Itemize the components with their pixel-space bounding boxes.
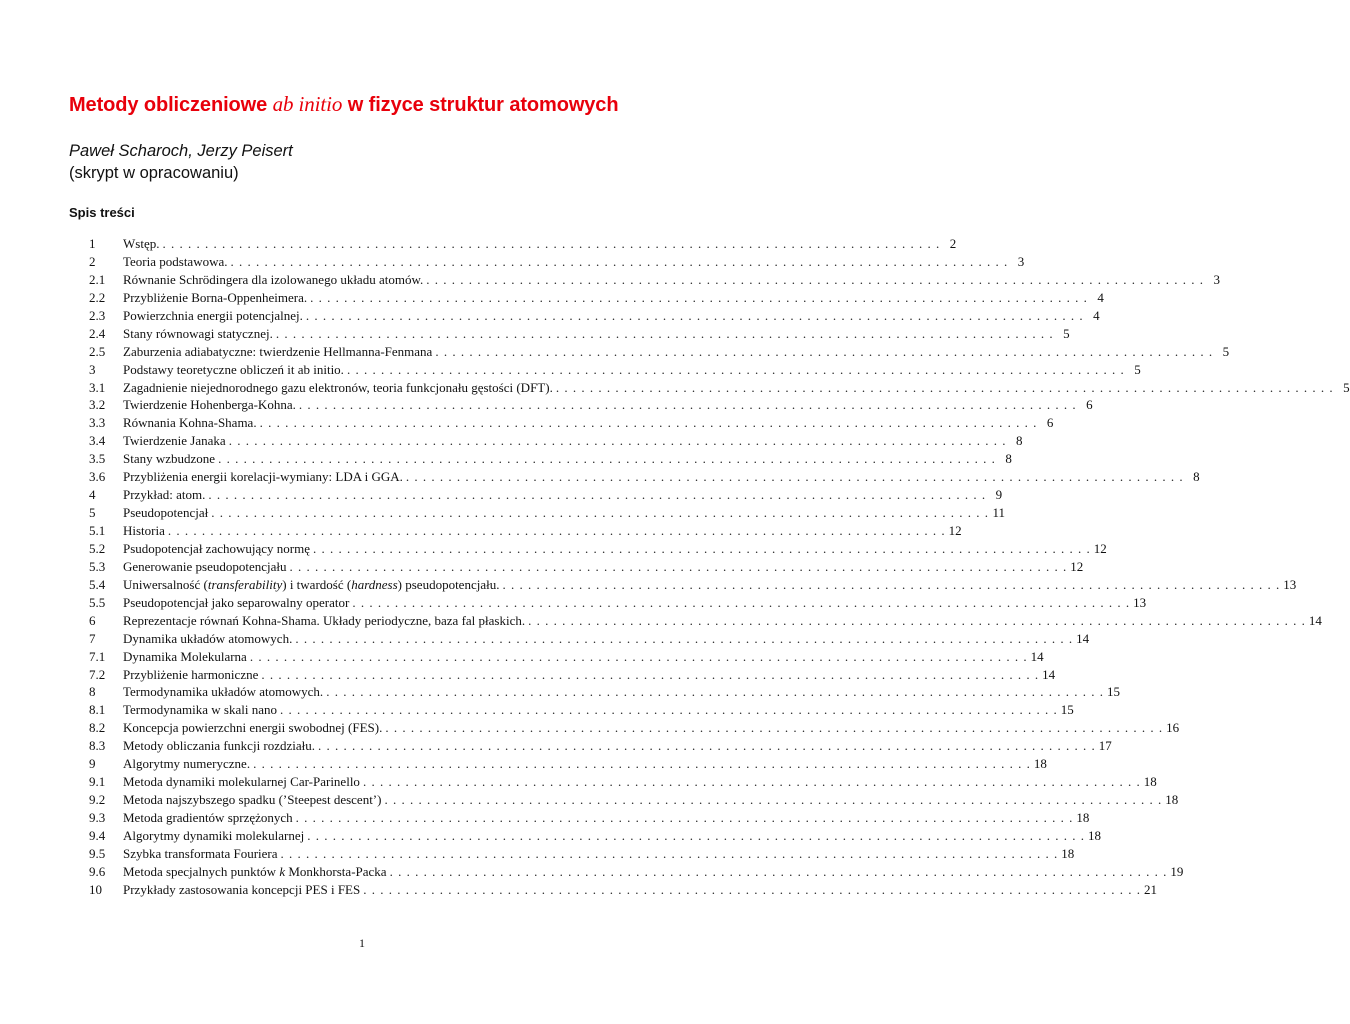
toc-entry-number: 3.1	[89, 379, 106, 395]
toc-entry-page: 8	[1005, 451, 1012, 467]
toc-entry-number: 8.3	[89, 738, 106, 754]
toc-entry[interactable]	[89, 648, 1044, 666]
title-part-2: w fizyce struktur atomowych	[342, 94, 619, 116]
toc-entry-number: 7	[89, 630, 96, 646]
toc-entry[interactable]	[89, 594, 1147, 612]
toc-entry[interactable]	[89, 235, 957, 253]
toc-entry-page: 18	[1033, 756, 1047, 772]
toc-entry-title: Algorytmy numeryczne.	[123, 756, 251, 772]
toc-entry[interactable]	[89, 522, 962, 540]
toc-entry-number: 9.4	[89, 827, 106, 843]
toc-entry[interactable]	[89, 863, 1184, 881]
toc-entry-leader-dots	[260, 414, 1037, 432]
toc-entry-leader-dots	[211, 504, 988, 522]
toc-entry-leader-dots	[347, 361, 1124, 379]
toc-entry-leader-dots	[306, 307, 1083, 325]
toc-entry-page: 19	[1170, 863, 1184, 879]
toc-entry[interactable]	[89, 755, 1047, 773]
toc-entry-leader-dots	[295, 630, 1072, 648]
toc-entry-number: 5.2	[89, 540, 106, 556]
toc-entry-title-italic: k	[279, 863, 286, 879]
toc-entry-title: Szybka transformata Fouriera	[123, 845, 278, 861]
toc-entry-leader-dots	[406, 468, 1183, 486]
toc-entry[interactable]	[89, 289, 1104, 307]
toc-entry[interactable]	[89, 666, 1056, 684]
document-title	[69, 92, 709, 117]
toc-entry-title-segment: ) i twardość (	[282, 576, 352, 592]
toc-entry-number: 2.1	[89, 271, 106, 287]
toc-entry-page: 12	[1070, 558, 1084, 574]
toc-entry-number: 7.1	[89, 648, 106, 664]
toc-entry-number: 5	[89, 505, 96, 521]
toc-entry-title-segment: Uniwersalność (	[123, 576, 208, 592]
toc-entry[interactable]	[89, 773, 1157, 791]
toc-entry[interactable]	[89, 845, 1075, 863]
toc-entry[interactable]	[89, 486, 1003, 504]
toc-entry-leader-dots	[290, 558, 1067, 576]
toc-entry-leader-dots	[250, 648, 1027, 666]
toc-entry-page: 18	[1076, 810, 1090, 825]
toc-entry-number: 10	[89, 881, 102, 897]
toc-entry-number: 5.4	[89, 576, 106, 592]
toc-entry-leader-dots	[528, 612, 1305, 630]
toc-entry-title: Zaburzenia adiabatyczne: twierdzenie Hellmanna-Fenmana	[123, 343, 433, 359]
toc-entry-page: 13	[1133, 594, 1147, 610]
toc-entry-title: Metoda dynamiki molekularnej Car-Parinello	[123, 774, 360, 790]
toc-entry-page: 2	[949, 236, 957, 251]
toc-entry-leader-dots	[502, 576, 1279, 594]
toc-entry[interactable]	[89, 827, 1101, 845]
toc-entry-page: 17	[1098, 738, 1112, 754]
toc-entry[interactable]	[89, 683, 1120, 701]
toc-entry-title: Przybliżenie Borna-Oppenheimera.	[123, 289, 308, 305]
toc-entry-title: Algorytmy dynamiki molekularnej	[123, 827, 305, 843]
toc-entry[interactable]	[89, 253, 1025, 271]
toc-entry-title-segment: Monkhorsta-Packa	[285, 863, 387, 879]
toc-entry-number: 4	[89, 487, 96, 503]
toc-entry-page: 15	[1106, 684, 1120, 700]
toc-entry-title: Stany wzbudzone	[123, 451, 216, 467]
toc-entry-page: 3	[1017, 253, 1025, 269]
toc-entry-number: 9	[89, 756, 96, 772]
toc-entry-page: 8	[1193, 469, 1200, 485]
toc-entry[interactable]	[89, 343, 1230, 361]
toc-entry-leader-dots	[352, 594, 1129, 612]
toc-entry-leader-dots	[168, 522, 945, 540]
toc-entry-page: 18	[1088, 827, 1101, 843]
toc-entry-leader-dots	[253, 755, 1030, 773]
toc-entry-leader-dots	[162, 235, 939, 253]
toc-entry-leader-dots	[390, 863, 1167, 881]
toc-entry-leader-dots	[326, 683, 1103, 701]
toc-entry-leader-dots	[296, 809, 1073, 827]
toc-entry-page: 15	[1060, 702, 1074, 718]
toc-entry-page: 12	[948, 523, 962, 538]
toc-entry-leader-dots	[426, 271, 1203, 289]
toc-entry-page: 5	[1134, 361, 1141, 377]
toc-entry-title: Pseudopotencjał	[123, 505, 209, 521]
toc-entry-title: Przybliżenia energii korelacji-wymiany: LDA i GGA.	[123, 469, 403, 485]
toc-entry[interactable]	[89, 414, 1054, 432]
toc-entry-page: 14	[1030, 648, 1044, 664]
toc-entry-title: Teoria podstawowa.	[123, 253, 228, 269]
toc-entry-title: Reprezentacje równań Kohna-Shama. Układy periodyczne, baza fal płaskich.	[123, 612, 526, 628]
toc-heading: Spis treści	[69, 205, 135, 220]
toc-entry-title: Metoda najszybszego spadku (’Steepest descent’)	[123, 792, 382, 808]
toc-entry-number: 9.6	[89, 863, 106, 879]
toc-entry-page: 5	[1222, 343, 1230, 359]
toc-entry-title: Metoda gradientów sprzężonych	[123, 810, 293, 825]
toc-entry-number: 9.3	[89, 810, 106, 825]
toc-entry-title: Psudopotencjał zachowujący normę	[123, 540, 310, 556]
toc-entry[interactable]	[89, 791, 1179, 809]
toc-entry[interactable]	[89, 396, 1093, 414]
toc-entry-title-segment: Metoda specjalnych punktów	[123, 863, 280, 879]
toc-entry-leader-dots	[229, 432, 1006, 450]
toc-entry-title: Przykłady zastosowania koncepcji PES i FES	[123, 881, 361, 897]
toc-entry-number: 6	[89, 612, 96, 628]
toc-entry-title: Dynamika układów atomowych.	[123, 630, 293, 646]
toc-entry-page: 12	[1093, 540, 1107, 556]
toc-entry-title: Przykład: atom.	[123, 487, 206, 503]
toc-entry[interactable]	[89, 307, 1100, 325]
toc-entry[interactable]	[89, 809, 1090, 827]
toc-entry-leader-dots	[310, 289, 1087, 307]
toc-entry-page: 4	[1093, 307, 1100, 323]
toc-entry-number: 8.1	[89, 702, 106, 718]
toc-entry-number: 3.6	[89, 469, 106, 485]
toc-entry[interactable]	[89, 737, 1112, 755]
toc-entry-page: 16	[1166, 720, 1180, 736]
toc-entry-title: Termodynamika w skali nano	[123, 702, 277, 718]
toc-entry-title: Zagadnienie niejednorodnego gazu elektronów, teoria funkcjonału gęstości (DFT).	[123, 379, 553, 395]
toc-entry-title: Termodynamika układów atomowych.	[123, 684, 324, 700]
toc-entry-leader-dots	[218, 450, 995, 468]
toc-entry-number: 2.2	[89, 289, 106, 305]
toc-entry[interactable]	[89, 432, 1023, 450]
toc-entry-page: 6	[1086, 397, 1093, 413]
toc-entry[interactable]	[89, 271, 1220, 289]
subtitle: (skrypt w opracowaniu)	[69, 164, 239, 182]
toc-entry[interactable]	[89, 540, 1107, 558]
toc-entry-leader-dots	[363, 881, 1140, 899]
toc-entry-title: Generowanie pseudopotencjału	[123, 558, 287, 574]
toc-entry-page: 21	[1143, 881, 1157, 897]
toc-entry-number: 7.2	[89, 666, 106, 682]
toc-entry-title: Powierzchnia energii potencjalnej.	[123, 307, 303, 323]
toc-entry-number: 3.3	[89, 415, 106, 431]
toc-entry-page: 14	[1308, 612, 1322, 628]
toc-entry-page: 18	[1165, 792, 1179, 808]
toc-entry-page: 18	[1061, 845, 1075, 861]
toc-entry-title	[123, 863, 387, 881]
toc-entry[interactable]	[89, 630, 1090, 648]
toc-entry-number: 3.2	[89, 397, 106, 413]
toc-entry-number: 2.3	[89, 307, 106, 323]
toc-entry-leader-dots	[276, 325, 1053, 343]
toc-entry-leader-dots	[280, 701, 1057, 719]
toc-entry[interactable]	[89, 468, 1200, 486]
toc-entry-number: 3.5	[89, 451, 106, 467]
toc-entry[interactable]	[89, 504, 1005, 522]
toc-entry-leader-dots	[435, 343, 1212, 361]
toc-entry-leader-dots	[313, 540, 1090, 558]
toc-entry-title-italic: hardness	[351, 576, 398, 592]
toc-entry-title-segment: ) pseudopotencjału.	[397, 576, 500, 592]
toc-entry-number: 5.3	[89, 558, 106, 574]
toc-entry-title: Koncepcja powierzchni energii swobodnej (FES).	[123, 720, 383, 736]
toc-entry-page: 18	[1143, 774, 1157, 790]
toc-entry-title: Równanie Schrödingera dla izolowanego układu atomów.	[123, 271, 424, 287]
authors: Paweł Scharoch, Jerzy Peisert	[69, 142, 293, 160]
toc-entry-title: Dynamika Molekularna	[123, 648, 247, 664]
toc-entry-title: Metody obliczania funkcji rozdziału.	[123, 738, 316, 754]
title-italic-part: ab initio	[272, 92, 343, 116]
toc-entry-page: 4	[1097, 289, 1104, 305]
toc-entry-page: 5	[1343, 379, 1350, 395]
toc-entry[interactable]	[89, 379, 1350, 397]
toc-entry-title: Wstęp.	[123, 236, 160, 251]
toc-entry-page: 9	[995, 487, 1003, 503]
toc-entry[interactable]	[89, 325, 1070, 343]
toc-entry-page: 14	[1042, 666, 1056, 682]
toc-entry-number: 3	[89, 361, 96, 377]
toc-entry-title: Twierdzenie Hohenberga-Kohna.	[123, 397, 296, 413]
toc-entry-number: 8.2	[89, 720, 106, 736]
toc-entry-number: 5.5	[89, 594, 106, 610]
toc-entry-number: 8	[89, 684, 96, 700]
toc-entry-page: 3	[1213, 271, 1220, 287]
toc-entry-title: Stany równowagi statycznej.	[123, 325, 273, 341]
toc-entry[interactable]	[89, 361, 1141, 379]
toc-entry-number: 2.4	[89, 325, 106, 341]
toc-entry-leader-dots	[231, 253, 1008, 271]
toc-entry-leader-dots	[385, 719, 1162, 737]
toc-entry-title: Równania Kohna-Shama.	[123, 415, 257, 431]
toc-entry-page: 14	[1076, 630, 1090, 646]
toc-entry[interactable]	[89, 576, 1297, 594]
toc-entry-number: 5.1	[89, 523, 106, 538]
toc-entry[interactable]	[89, 701, 1074, 719]
toc-entry-page: 8	[1015, 433, 1023, 449]
toc-entry-leader-dots	[281, 845, 1058, 863]
toc-entry-leader-dots	[307, 827, 1084, 845]
toc-entry-leader-dots	[208, 486, 985, 504]
toc-entry-number: 3.4	[89, 433, 106, 449]
toc-entry[interactable]	[89, 558, 1084, 576]
toc-entry-title: Pseudopotencjał jako separowalny operator	[123, 594, 350, 610]
toc-entry-title: Przybliżenie harmoniczne	[123, 666, 259, 682]
toc-entry-leader-dots	[363, 773, 1140, 791]
table-of-contents	[89, 235, 1350, 899]
toc-entry-page: 13	[1283, 576, 1297, 592]
title-part-1: Metody obliczeniowe	[69, 94, 273, 116]
toc-entry-title-italic: transferability	[207, 576, 283, 592]
toc-entry-number: 9.5	[89, 845, 106, 861]
toc-entry-number: 9.1	[89, 774, 106, 790]
toc-entry-page: 5	[1063, 325, 1070, 341]
toc-entry-title: Podstawy teoretyczne obliczeń it ab initio.	[123, 361, 344, 377]
toc-entry-title: Twierdzenie Janaka	[123, 433, 226, 449]
toc-entry-leader-dots	[261, 666, 1038, 684]
toc-entry[interactable]	[89, 881, 1157, 899]
toc-entry-number: 1	[89, 236, 96, 251]
toc-entry-leader-dots	[299, 396, 1076, 414]
page-number: 1	[359, 936, 365, 950]
toc-entry-page: 11	[992, 505, 1005, 521]
toc-entry-leader-dots	[556, 379, 1333, 397]
toc-entry[interactable]	[89, 450, 1012, 468]
toc-entry-leader-dots	[318, 737, 1095, 755]
toc-entry-page: 6	[1046, 415, 1054, 431]
toc-entry-number: 2	[89, 253, 96, 269]
toc-entry-title: Historia	[123, 523, 165, 538]
toc-entry-leader-dots	[384, 791, 1161, 809]
toc-entry-title	[123, 576, 499, 594]
toc-entry-number: 9.2	[89, 792, 106, 808]
toc-entry[interactable]	[89, 612, 1322, 630]
toc-entry-number: 2.5	[89, 343, 106, 359]
toc-entry[interactable]	[89, 719, 1180, 737]
